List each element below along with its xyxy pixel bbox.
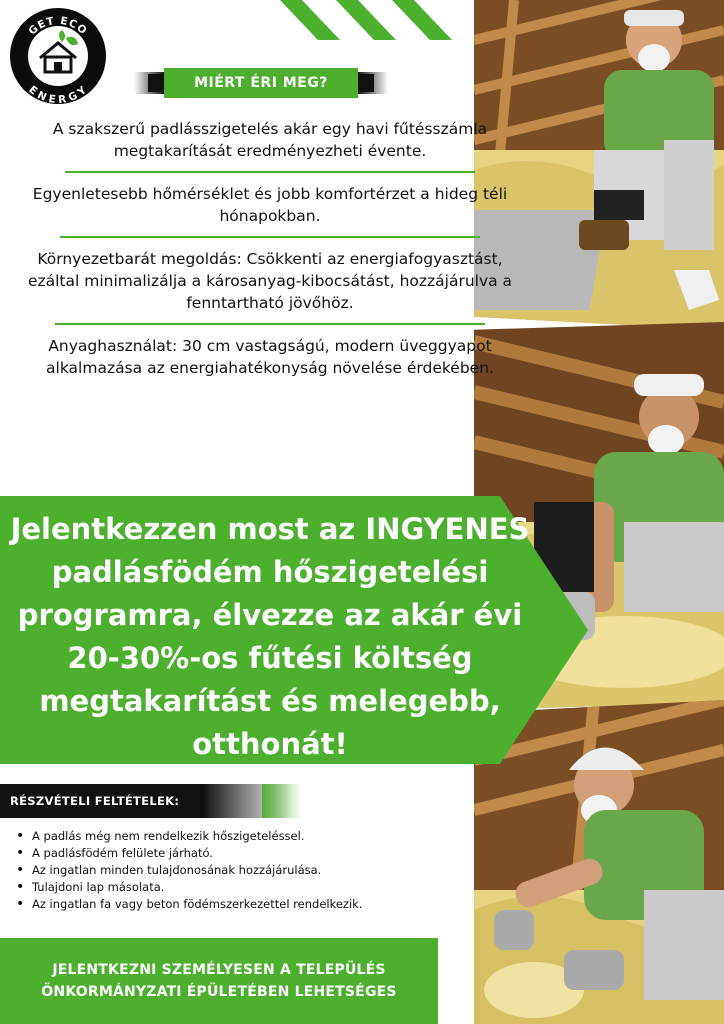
logo — [10, 8, 106, 104]
divider — [55, 323, 485, 325]
benefit-material: Anyaghasználat: 30 cm vastagságú, modern üveggyapot alkalmazása az energiahatékonyság növelése érdekében. — [46, 337, 494, 377]
why-worth-it-badge: MIÉRT ÉRI MEG? — [164, 68, 358, 98]
decor-stripes — [280, 0, 460, 48]
divider — [65, 171, 475, 173]
benefit-eco: Környezetbarát megoldás: Csökkenti az energiafogyasztást, ezáltal minimalizálja a károsanyag-kibocsátást, hozzájárulva a fenntartható jövőhöz. — [27, 250, 513, 312]
condition-item: • Az ingatlan minden tulajdonosának hozzájárulása. — [14, 862, 434, 879]
footer-banner — [0, 938, 438, 1024]
conditions-title: RÉSZVÉTELI FELTÉTELEK: — [0, 784, 290, 818]
benefit-comfort: Egyenletesebb hőmérséklet és jobb komfortérzet a hideg téli hónapokban. — [32, 185, 508, 225]
divider — [60, 236, 480, 238]
logo-text-top: GET ECO — [26, 14, 90, 38]
condition-item: • A padlás még nem rendelkezik hőszigeteléssel. — [14, 828, 434, 845]
condition-item: • A padlásfödém felülete járható. — [14, 845, 434, 862]
condition-item: • Tulajdoni lap másolata. — [14, 879, 434, 896]
conditions-list — [14, 828, 434, 913]
svg-text:ENERGY — [26, 84, 89, 104]
benefit-savings: A szakszerű padlásszigetelés akár egy havi fűtésszámla megtakarítását eredményezheti évente. — [52, 120, 488, 160]
footer-text: JELENTKEZNI SZEMÉLYESEN A TELEPÜLÉS ÖNKORMÁNYZATI ÉPÜLETÉBEN LEHETSÉGES — [41, 962, 397, 1000]
condition-item: • Az ingatlan fa vagy beton födémszerkezettel rendelkezik. — [14, 896, 434, 913]
logo-wordmark — [10, 8, 106, 104]
logo-text-bottom: ENERGY — [26, 83, 90, 104]
svg-text:GET ECO — [26, 15, 89, 38]
benefits-list — [20, 118, 520, 379]
cta-text: Jelentkezzen most az INGYENES padlásfödém hőszigetelési programra, élvezze az akár évi 20-30%-os fűtési költség megtakarítást és melegebb, otthonát! — [10, 512, 530, 761]
